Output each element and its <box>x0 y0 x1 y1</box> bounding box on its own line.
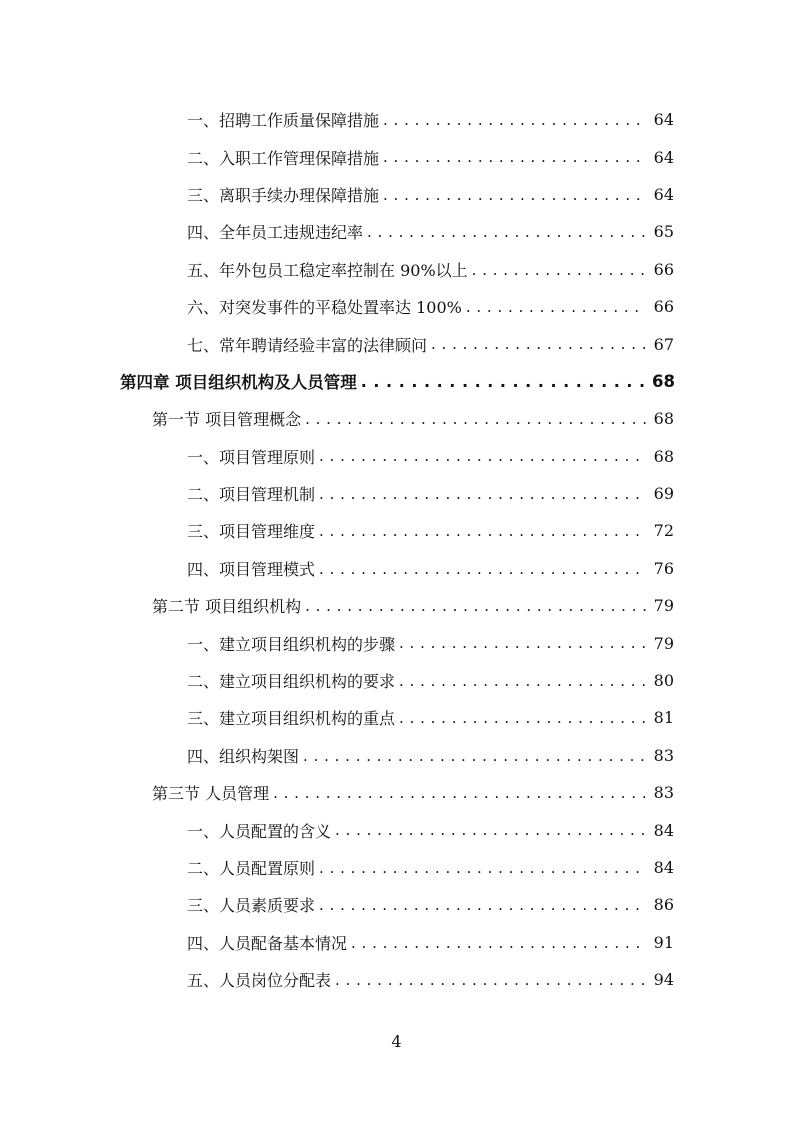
toc-entry-label: 三、人员素质要求 <box>187 896 316 916</box>
toc-leader-dots <box>399 673 646 689</box>
toc-section-entry[interactable] <box>0 587 793 624</box>
toc-entry-label: 四、全年员工违规违纪率 <box>187 223 364 243</box>
toc-entry-page: 66 <box>653 297 674 317</box>
toc-entry-page: 68 <box>652 371 675 391</box>
toc-entry-page: 79 <box>653 596 674 616</box>
toc-entry[interactable] <box>0 138 793 175</box>
toc-entry[interactable] <box>0 737 793 774</box>
toc-entry[interactable] <box>0 624 793 661</box>
toc-leader-dots <box>383 149 646 165</box>
toc-leader-dots <box>305 598 646 614</box>
toc-entry[interactable] <box>0 662 793 699</box>
toc-entry-label: 二、人员配置原则 <box>187 859 316 878</box>
toc-entry-label: 三、建立项目组织机构的重点 <box>187 709 396 729</box>
toc-leader-dots <box>335 822 646 838</box>
toc-entry-label: 五、人员岗位分配表 <box>187 971 332 991</box>
toc-entry[interactable] <box>0 924 793 961</box>
toc-entry-label: 二、项目管理机制 <box>187 485 316 505</box>
toc-leader-dots <box>351 934 646 950</box>
toc-entry-page: 86 <box>653 895 674 915</box>
toc-entry[interactable] <box>0 849 793 886</box>
toc-entry-label: 一、项目管理原则 <box>187 447 316 467</box>
toc-entry-page: 68 <box>653 409 674 429</box>
toc-entry[interactable] <box>0 251 793 288</box>
toc-entry-page: 83 <box>653 783 674 803</box>
toc-entry[interactable] <box>0 512 793 549</box>
toc-entry-page: 69 <box>653 484 674 504</box>
toc-leader-dots <box>319 448 646 464</box>
toc-entry-label: 五、年外包员工稳定率控制在 90%以上 <box>187 260 468 280</box>
toc-leader-dots <box>361 373 646 390</box>
toc-entry[interactable] <box>0 213 793 250</box>
toc-entry[interactable] <box>0 886 793 923</box>
table-of-contents <box>0 101 793 998</box>
toc-entry-label: 第四章 项目组织机构及人员管理 <box>120 373 357 393</box>
toc-leader-dots <box>367 224 646 240</box>
toc-entry-page: 79 <box>653 633 674 653</box>
toc-leader-dots <box>399 635 646 651</box>
toc-chapter-entry[interactable] <box>0 363 793 400</box>
toc-entry-label: 第二节 项目组织机构 <box>152 597 302 617</box>
toc-entry-page: 64 <box>653 110 674 130</box>
toc-entry-page: 68 <box>653 446 674 466</box>
toc-entry-page: 65 <box>653 222 674 242</box>
toc-entry-page: 64 <box>653 147 674 167</box>
toc-entry-label: 七、常年聘请经验丰富的法律顾问 <box>187 335 428 355</box>
toc-entry-page: 94 <box>653 970 674 990</box>
toc-entry-label: 第一节 项目管理概念 <box>152 410 302 430</box>
toc-entry-page: 67 <box>653 334 674 354</box>
toc-entry-label: 一、招聘工作质量保障措施 <box>187 111 380 131</box>
toc-entry-page: 80 <box>653 671 674 691</box>
toc-entry[interactable] <box>0 961 793 998</box>
toc-entry[interactable] <box>0 438 793 475</box>
toc-entry-label: 二、入职工作管理保障措施 <box>187 148 380 168</box>
toc-leader-dots <box>319 897 646 913</box>
toc-entry-page: 66 <box>653 259 674 279</box>
page-number: 4 <box>391 1032 402 1051</box>
toc-entry-page: 81 <box>653 708 674 728</box>
toc-entry-label: 三、离职手续办理保障措施 <box>187 185 380 205</box>
toc-entry-page: 84 <box>653 858 674 877</box>
toc-leader-dots <box>399 710 646 726</box>
toc-leader-dots <box>335 972 646 988</box>
toc-entry-label: 一、人员配置的含义 <box>187 821 332 841</box>
toc-entry-page: 91 <box>653 932 674 952</box>
toc-entry[interactable] <box>0 325 793 362</box>
toc-leader-dots <box>305 411 646 427</box>
toc-entry-label: 一、建立项目组织机构的步骤 <box>187 634 396 654</box>
toc-entry[interactable] <box>0 550 793 587</box>
toc-entry-label: 三、项目管理维度 <box>187 522 316 542</box>
toc-leader-dots <box>383 186 646 202</box>
toc-leader-dots <box>319 560 646 576</box>
toc-entry-page: 64 <box>653 184 674 204</box>
toc-entry-page: 72 <box>653 521 674 541</box>
toc-section-entry[interactable] <box>0 400 793 437</box>
toc-entry[interactable] <box>0 176 793 213</box>
toc-leader-dots <box>383 112 646 128</box>
toc-leader-dots <box>319 486 646 502</box>
toc-entry[interactable] <box>0 811 793 848</box>
toc-entry-label: 六、对突发事件的平稳处置率达 100% <box>187 298 462 318</box>
toc-leader-dots <box>472 261 646 277</box>
toc-entry-page: 84 <box>653 820 674 840</box>
toc-entry-page: 83 <box>653 745 674 765</box>
toc-entry-label: 第三节 人员管理 <box>152 784 270 804</box>
toc-entry[interactable] <box>0 699 793 736</box>
toc-entry[interactable] <box>0 475 793 512</box>
toc-leader-dots <box>273 785 646 801</box>
toc-leader-dots <box>431 336 646 352</box>
toc-section-entry[interactable] <box>0 774 793 811</box>
toc-entry[interactable] <box>0 288 793 325</box>
toc-entry[interactable] <box>0 101 793 138</box>
toc-leader-dots <box>319 523 646 539</box>
toc-entry-label: 二、建立项目组织机构的要求 <box>187 672 396 692</box>
toc-leader-dots <box>466 299 646 315</box>
toc-leader-dots <box>303 747 646 763</box>
toc-entry-page: 76 <box>653 558 674 578</box>
toc-entry-label: 四、人员配备基本情况 <box>187 933 348 953</box>
toc-leader-dots <box>319 860 646 876</box>
toc-entry-label: 四、项目管理模式 <box>187 559 316 579</box>
toc-entry-label: 四、组织构架图 <box>187 746 300 766</box>
